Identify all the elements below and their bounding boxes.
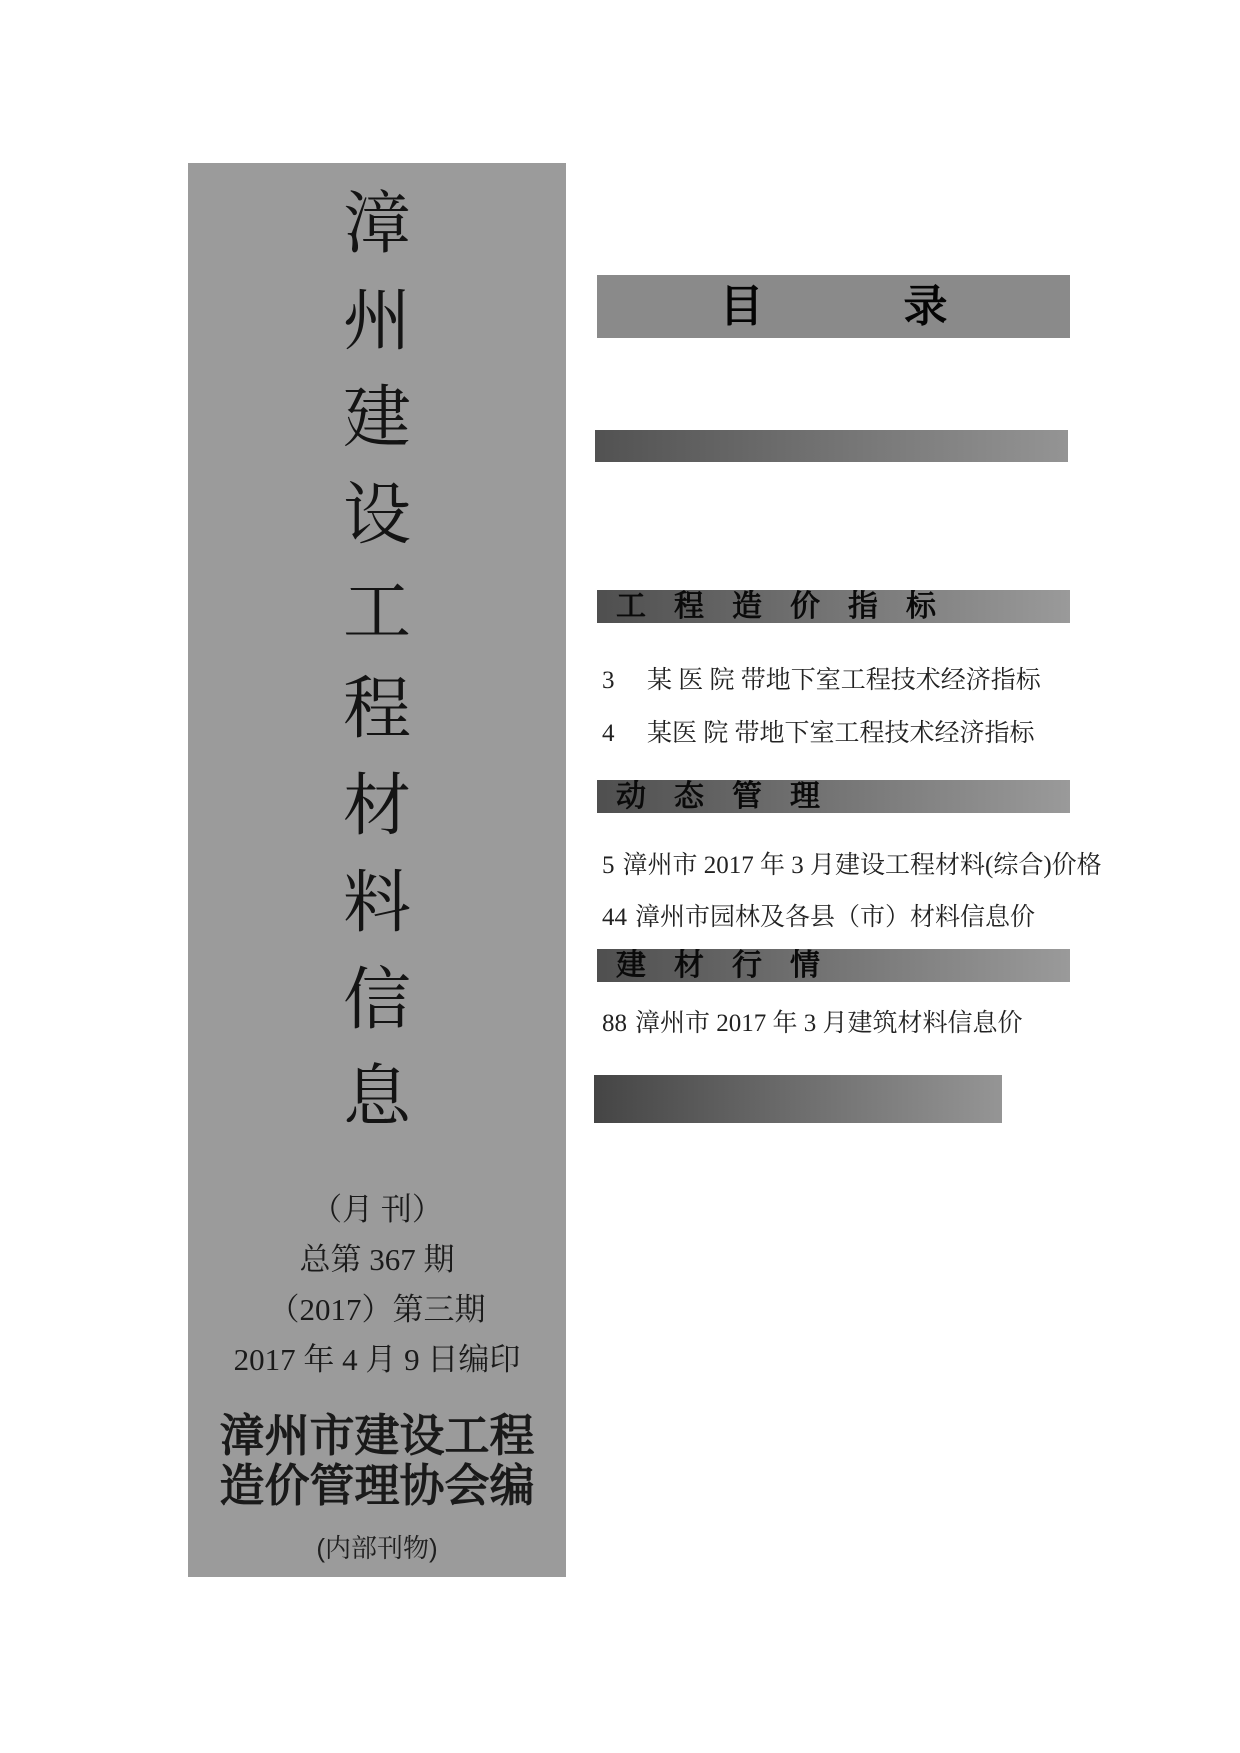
publisher <box>188 1411 566 1511</box>
vertical-title-char: 信 <box>342 962 411 1038</box>
toc-item <box>602 664 1041 698</box>
toc-item-title: 漳州市园林及各县（市）材料信息价 <box>635 904 1036 931</box>
decorative-gradient-bar-bottom <box>594 1075 1002 1123</box>
toc-item-title: 漳州市 2017 年 3 月建设工程材料(综合)价格 <box>622 852 1102 879</box>
vertical-title-char: 工 <box>342 574 411 650</box>
toc-item-title: 某医 院 带地下室工程技术经济指标 <box>647 720 1035 747</box>
issue-info <box>188 1185 566 1385</box>
toc-header-char: 目 <box>719 281 764 331</box>
vertical-title-char: 料 <box>342 865 411 941</box>
vertical-title <box>188 176 566 1146</box>
vertical-title-char: 材 <box>342 768 411 844</box>
toc-item-page: 44 <box>602 904 627 931</box>
toc-item <box>602 1007 1023 1041</box>
toc-item <box>602 717 1035 751</box>
toc-header-bar <box>597 275 1070 338</box>
toc-item-page: 88 <box>602 1010 627 1037</box>
vertical-title-char: 程 <box>342 671 411 747</box>
toc-item-page: 4 <box>602 720 615 747</box>
issue-line-year: （2017）第三期 <box>268 1292 486 1327</box>
vertical-title-char: 州 <box>342 283 411 359</box>
issue-line-date: 2017 年 4 月 9 日编印 <box>233 1342 521 1377</box>
decorative-gradient-bar-top <box>595 430 1068 462</box>
toc-header-char: 录 <box>903 281 948 331</box>
cover-panel <box>188 163 566 1577</box>
toc-item <box>602 901 1035 935</box>
toc-item-page: 3 <box>602 667 615 694</box>
issue-line-monthly: （月 刊） <box>311 1192 443 1227</box>
section-bar-cost-index: 工程造价指标 <box>597 590 1070 623</box>
toc-item-page: 5 <box>602 852 615 879</box>
toc-item-title: 某 医 院 带地下室工程技术经济指标 <box>647 667 1041 694</box>
vertical-title-char: 建 <box>342 380 411 456</box>
vertical-title-char: 漳 <box>342 186 411 262</box>
internal-publication-note: (内部刊物) <box>316 1533 438 1563</box>
vertical-title-char: 设 <box>342 477 411 553</box>
publisher-line: 漳州市建设工程 <box>219 1411 535 1461</box>
section-bar-dynamic-management: 动态管理 <box>597 780 1070 813</box>
toc-item-title: 漳州市 2017 年 3 月建筑材料信息价 <box>635 1010 1023 1037</box>
section-bar-building-materials-market: 建材行情 <box>597 949 1070 982</box>
toc-item <box>602 849 1102 883</box>
vertical-title-char: 息 <box>342 1059 411 1135</box>
issue-line-number: 总第 367 期 <box>299 1242 455 1277</box>
publisher-line: 造价管理协会编 <box>219 1461 535 1511</box>
